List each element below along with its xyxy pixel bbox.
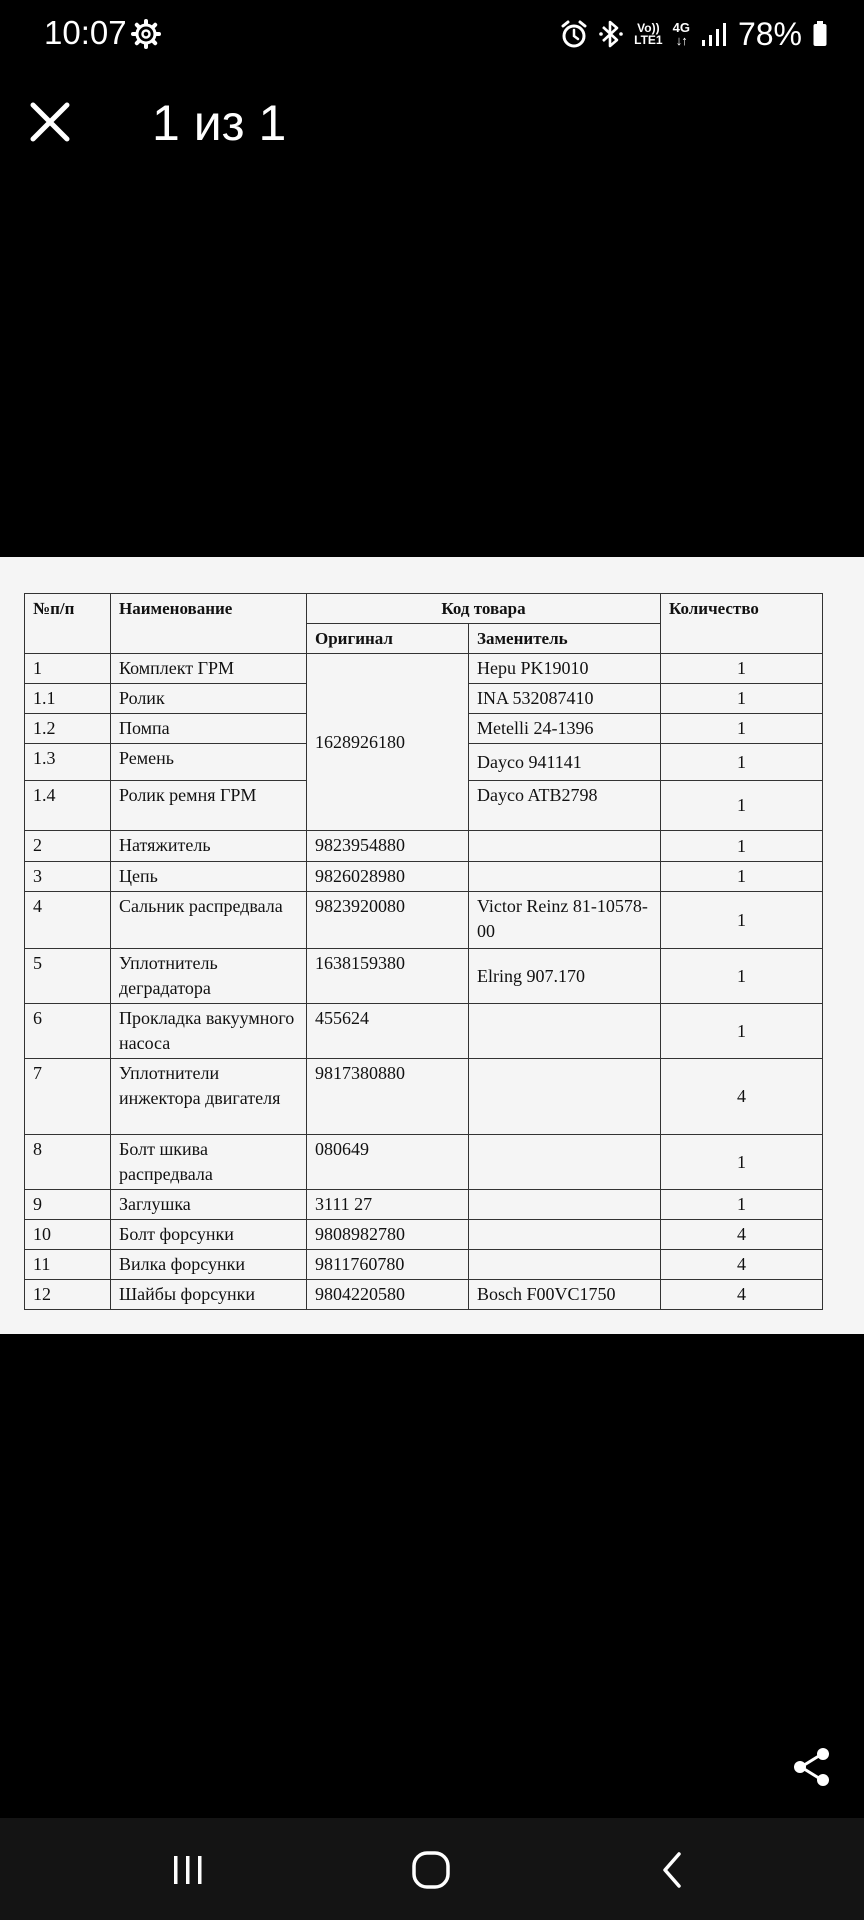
table-row [25, 831, 823, 862]
cell-num: 10 [25, 1220, 111, 1250]
cell-name: Цепь [111, 862, 307, 892]
cell-original: 9826028980 [307, 862, 469, 892]
cell-original: 1638159380 [307, 949, 469, 1004]
home-icon [409, 1848, 453, 1892]
close-button[interactable] [26, 98, 74, 146]
table-row [25, 1250, 823, 1280]
cell-name: Помпа [111, 714, 307, 744]
back-icon [653, 1850, 693, 1890]
cell-replacement [469, 1220, 661, 1250]
cell-original: 9823954880 [307, 831, 469, 862]
cell-num: 1.3 [25, 744, 111, 781]
cell-replacement: Bosch F00VC1750 [469, 1280, 661, 1310]
cell-qty: 1 [661, 781, 823, 831]
cell-name: Болт форсунки [111, 1220, 307, 1250]
close-icon [29, 101, 71, 143]
recent-apps-icon [168, 1850, 208, 1890]
cell-name: Заглушка [111, 1190, 307, 1220]
cell-replacement [469, 1190, 661, 1220]
header-num: №п/п [25, 594, 111, 654]
cell-name: Ролик [111, 684, 307, 714]
cell-replacement: Victor Reinz 81-10578-00 [469, 892, 661, 949]
cell-num: 1.4 [25, 781, 111, 831]
back-button[interactable] [643, 1840, 703, 1900]
cell-qty: 1 [661, 654, 823, 684]
table-row [25, 1135, 823, 1190]
cell-num: 2 [25, 831, 111, 862]
cell-replacement: Dayco 941141 [469, 744, 661, 781]
battery-percent: 78% [737, 15, 802, 52]
share-button[interactable] [790, 1745, 834, 1789]
page-counter: 1 из 1 [152, 95, 287, 151]
cell-qty: 1 [661, 1004, 823, 1059]
cell-qty: 1 [661, 831, 823, 862]
header-qty: Количество [661, 594, 823, 654]
cell-qty: 1 [661, 684, 823, 714]
cell-qty: 1 [661, 949, 823, 1004]
table-row [25, 1004, 823, 1059]
cell-num: 1.2 [25, 714, 111, 744]
alarm-icon [560, 17, 588, 51]
table-row [25, 1280, 823, 1310]
cell-qty: 4 [661, 1280, 823, 1310]
cell-original: 9817380880 [307, 1059, 469, 1135]
cell-num: 4 [25, 892, 111, 949]
viewer-header [0, 88, 864, 160]
cell-name: Ролик ремня ГРМ [111, 781, 307, 831]
cell-original: 9811760780 [307, 1250, 469, 1280]
cell-num: 12 [25, 1280, 111, 1310]
cell-name: Шайбы форсунки [111, 1280, 307, 1310]
cell-name: Комплект ГРМ [111, 654, 307, 684]
cell-num: 7 [25, 1059, 111, 1135]
header-name: Наименование [111, 594, 307, 654]
cell-num: 8 [25, 1135, 111, 1190]
table-row [25, 862, 823, 892]
cell-name: Ремень [111, 744, 307, 781]
cell-replacement [469, 1004, 661, 1059]
cell-replacement: Hepu PK19010 [469, 654, 661, 684]
cell-num: 1.1 [25, 684, 111, 714]
cell-qty: 4 [661, 1059, 823, 1135]
cell-replacement [469, 1059, 661, 1135]
cell-num: 11 [25, 1250, 111, 1280]
parts-table [24, 593, 823, 1310]
table-row [25, 654, 823, 684]
settings-gear-icon [130, 18, 162, 50]
battery-icon [812, 17, 828, 51]
header-replacement: Заменитель [469, 624, 661, 654]
cell-name: Болт шкива распредвала [111, 1135, 307, 1190]
cell-name: Прокладка вакуумного насоса [111, 1004, 307, 1059]
cell-original: 455624 [307, 1004, 469, 1059]
cell-original: 3111 27 [307, 1190, 469, 1220]
cell-replacement: INA 532087410 [469, 684, 661, 714]
cell-replacement [469, 1250, 661, 1280]
cell-num: 3 [25, 862, 111, 892]
header-code: Код товара [307, 594, 661, 624]
cell-name: Вилка форсунки [111, 1250, 307, 1280]
cell-original: 080649 [307, 1135, 469, 1190]
mobile-data-indicator [673, 17, 690, 51]
cell-qty: 1 [661, 862, 823, 892]
cell-num: 9 [25, 1190, 111, 1220]
cell-replacement: Metelli 24-1396 [469, 714, 661, 744]
cell-qty: 4 [661, 1250, 823, 1280]
cell-qty: 1 [661, 744, 823, 781]
cell-num: 5 [25, 949, 111, 1004]
navigation-bar [0, 1818, 864, 1920]
cell-replacement: Dayco ATB2798 [469, 781, 661, 831]
signal-icon [700, 17, 728, 51]
cell-replacement [469, 831, 661, 862]
cell-original: 9823920080 [307, 892, 469, 949]
table-row [25, 1190, 823, 1220]
bluetooth-icon [598, 17, 624, 51]
cell-num: 1 [25, 654, 111, 684]
volte-indicator [634, 17, 662, 51]
status-bar [0, 0, 864, 70]
cell-original: 9804220580 [307, 1280, 469, 1310]
cell-replacement: Elring 907.170 [469, 949, 661, 1004]
image-content [0, 557, 864, 1334]
cell-qty: 1 [661, 1190, 823, 1220]
cell-replacement [469, 862, 661, 892]
table-row [25, 892, 823, 949]
header-original: Оригинал [307, 624, 469, 654]
data-arrows-icon: ↓↑ [675, 33, 687, 48]
cell-original: 9808982780 [307, 1220, 469, 1250]
recent-apps-button[interactable] [158, 1840, 218, 1900]
cell-qty: 1 [661, 714, 823, 744]
cell-name: Натяжитель [111, 831, 307, 862]
cell-qty: 1 [661, 1135, 823, 1190]
cell-replacement [469, 1135, 661, 1190]
cell-name: Уплотнители инжектора двигателя [111, 1059, 307, 1135]
status-icons [560, 14, 828, 54]
status-time: 10:07 [44, 14, 127, 51]
cell-name: Уплотнитель деградатора [111, 949, 307, 1004]
lte-label: LTE1 [634, 33, 663, 47]
cell-num: 6 [25, 1004, 111, 1059]
table-row [25, 949, 823, 1004]
cell-qty: 1 [661, 892, 823, 949]
cell-qty: 4 [661, 1220, 823, 1250]
home-button[interactable] [401, 1840, 461, 1900]
cell-original: 1628926180 [307, 654, 469, 831]
table-row [25, 1059, 823, 1135]
volte-label: Vo)) [637, 21, 660, 35]
table-row [25, 1220, 823, 1250]
share-icon [790, 1745, 834, 1789]
cell-name: Сальник распредвала [111, 892, 307, 949]
network-type-label: 4G [672, 20, 690, 35]
